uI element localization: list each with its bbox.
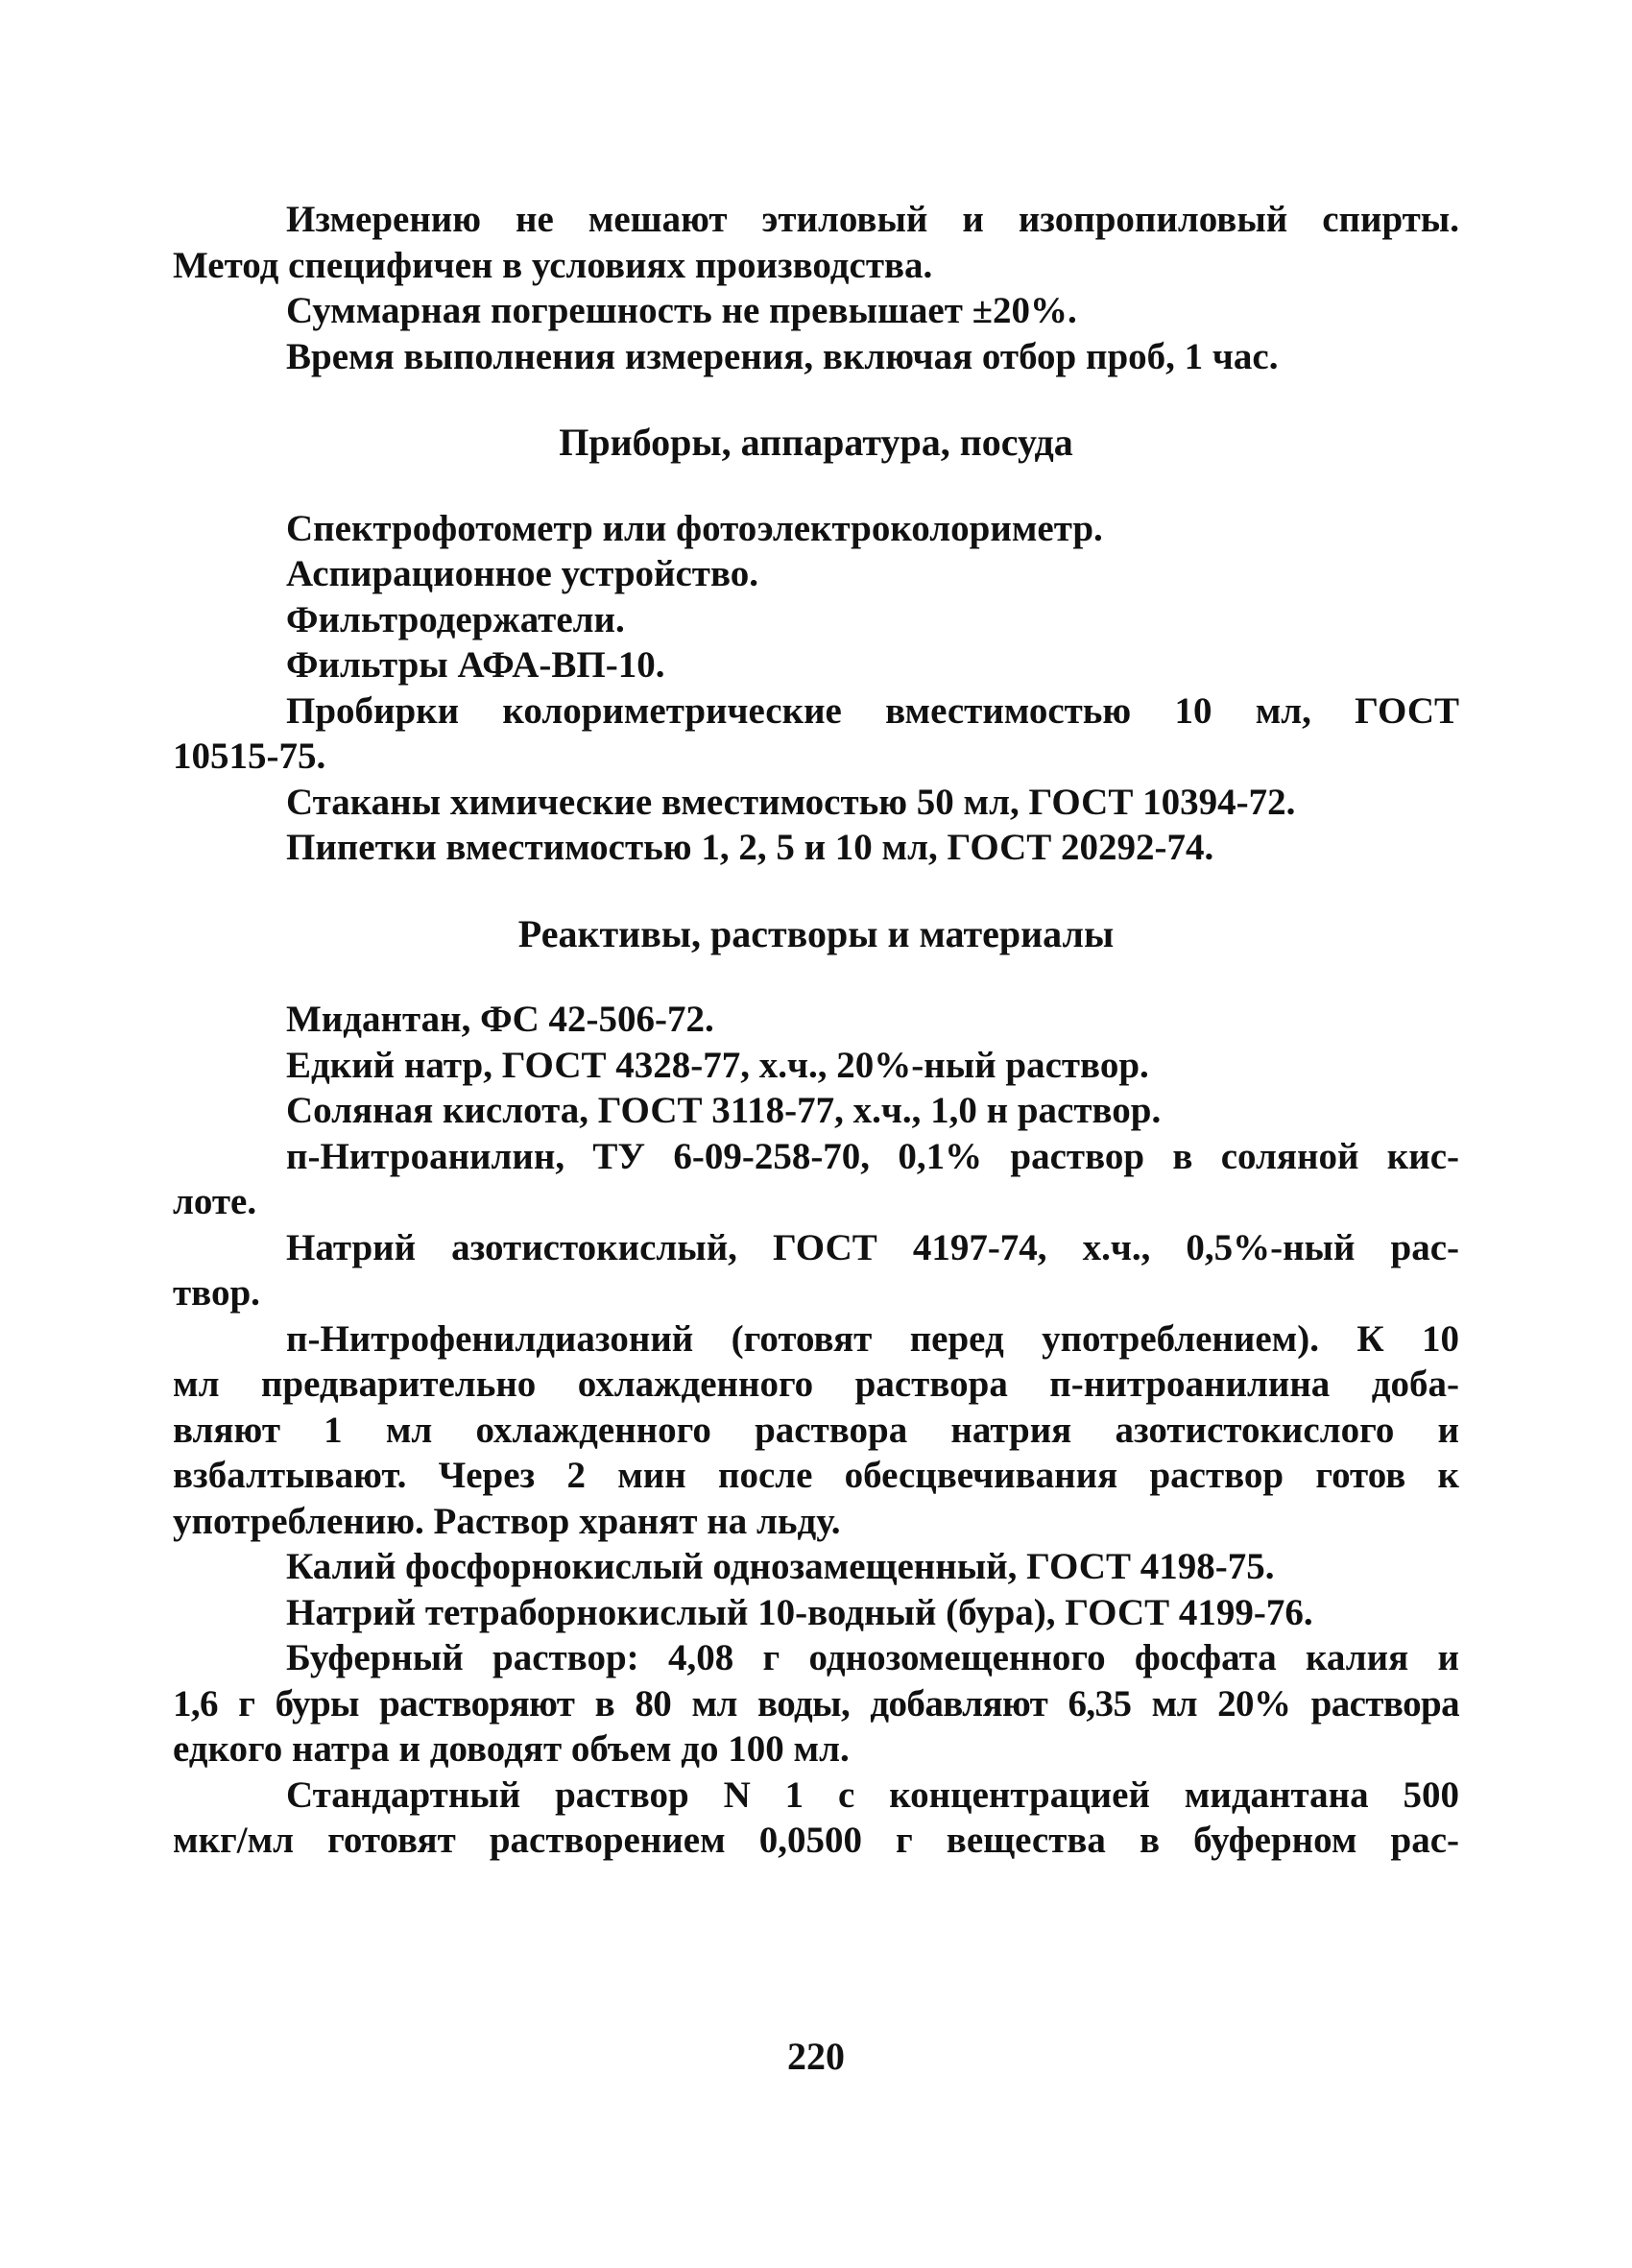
equipment-list [173, 506, 1459, 688]
reagent-naoh: Едкий натр, ГОСТ 4328-77, х.ч., 20%-ный раствор. [286, 1044, 1149, 1086]
equipment-item: Фильтродержатели. [286, 598, 625, 640]
equipment-item: Фильтры АФА-ВП-10. [286, 644, 665, 686]
intro-line-4: Время выполнения измерения, включая отбор проб, 1 час. [286, 335, 1279, 377]
reagent-nitrite-line-1: Натрий азотистокислый, ГОСТ 4197-74, х.ч., 0,5%-ный рас- [286, 1226, 1459, 1268]
section-heading-equipment: Приборы, аппаратура, посуда [559, 421, 1073, 464]
buffer-line-2: 1,6 г буры растворяют в 80 мл воды, добавляют 6,35 мл 20% раствора [173, 1682, 1459, 1725]
page-body [173, 197, 1459, 1864]
equipment-item: Аспирационное устройство. [286, 553, 758, 594]
standard-line-1: Стандартный раствор N 1 с концентрацией мидантана 500 [286, 1773, 1459, 1816]
page-number: 220 [787, 2035, 845, 2078]
diazonium-line-3: вляют 1 мл охлажденного раствора натрия азотистокислого и [173, 1409, 1459, 1451]
equipment-pipettes: Пипетки вместимостью 1, 2, 5 и 10 мл, ГОСТ 20292-74. [286, 827, 1214, 868]
diazonium-line-5: употреблению. Раствор хранят на льду. [173, 1500, 841, 1542]
reagent-nitroaniline-line-1: п-Нитроанилин, ТУ 6-09-258-70, 0,1% раствор в соляной кис- [286, 1135, 1459, 1177]
diazonium-line-4: взбалтывают. Через 2 мин после обесцвечивания раствор готов к [173, 1455, 1459, 1496]
reagent-nitroaniline-line-2: лоте. [173, 1181, 257, 1222]
reagent-kh2po4: Калий фосфорнокислый однозамещенный, ГОСТ 4198-75. [286, 1546, 1275, 1587]
intro-line-3: Суммарная погрешность не превышает ±20%. [286, 290, 1077, 331]
diazonium-line-1: п-Нитрофенилдиазоний (готовят перед употреблением). К 10 [286, 1317, 1459, 1360]
diazonium-line-2: мл предварительно охлажденного раствора п-нитроанилина доба- [173, 1363, 1459, 1405]
buffer-line-1: Буферный раствор: 4,08 г однозомещенного фосфата калия и [286, 1637, 1459, 1678]
reagent-borax: Натрий тетраборнокислый 10-водный (бура), ГОСТ 4199-76. [286, 1591, 1313, 1633]
intro-line-2: Метод специфичен в условиях производства. [173, 244, 933, 286]
reagent-midantan: Мидантан, ФС 42-506-72. [286, 999, 714, 1040]
section-heading-reagents: Реактивы, растворы и материалы [517, 911, 1115, 955]
buffer-line-3: едкого натра и доводят объем до 100 мл. [173, 1728, 850, 1770]
reagent-nitrite-line-2: твор. [173, 1272, 260, 1314]
equipment-beakers: Стаканы химические вместимостью 50 мл, ГОСТ 10394-72. [286, 781, 1296, 823]
equipment-item: Спектрофотометр или фотоэлектроколориметр. [286, 507, 1103, 549]
equipment-tubes-line-1: Пробирки колориметрические вместимостью 10 мл, ГОСТ [286, 689, 1459, 732]
standard-line-2: мкг/мл готовят растворением 0,0500 г вещества в буферном рас- [173, 1820, 1459, 1861]
intro-line-1: Измерению не мешают этиловый и изопропиловый спирты. [286, 199, 1459, 240]
equipment-tubes-line-2: 10515-75. [173, 736, 326, 777]
reagent-hcl: Соляная кислота, ГОСТ 3118-77, х.ч., 1,0 н раствор. [286, 1090, 1162, 1131]
